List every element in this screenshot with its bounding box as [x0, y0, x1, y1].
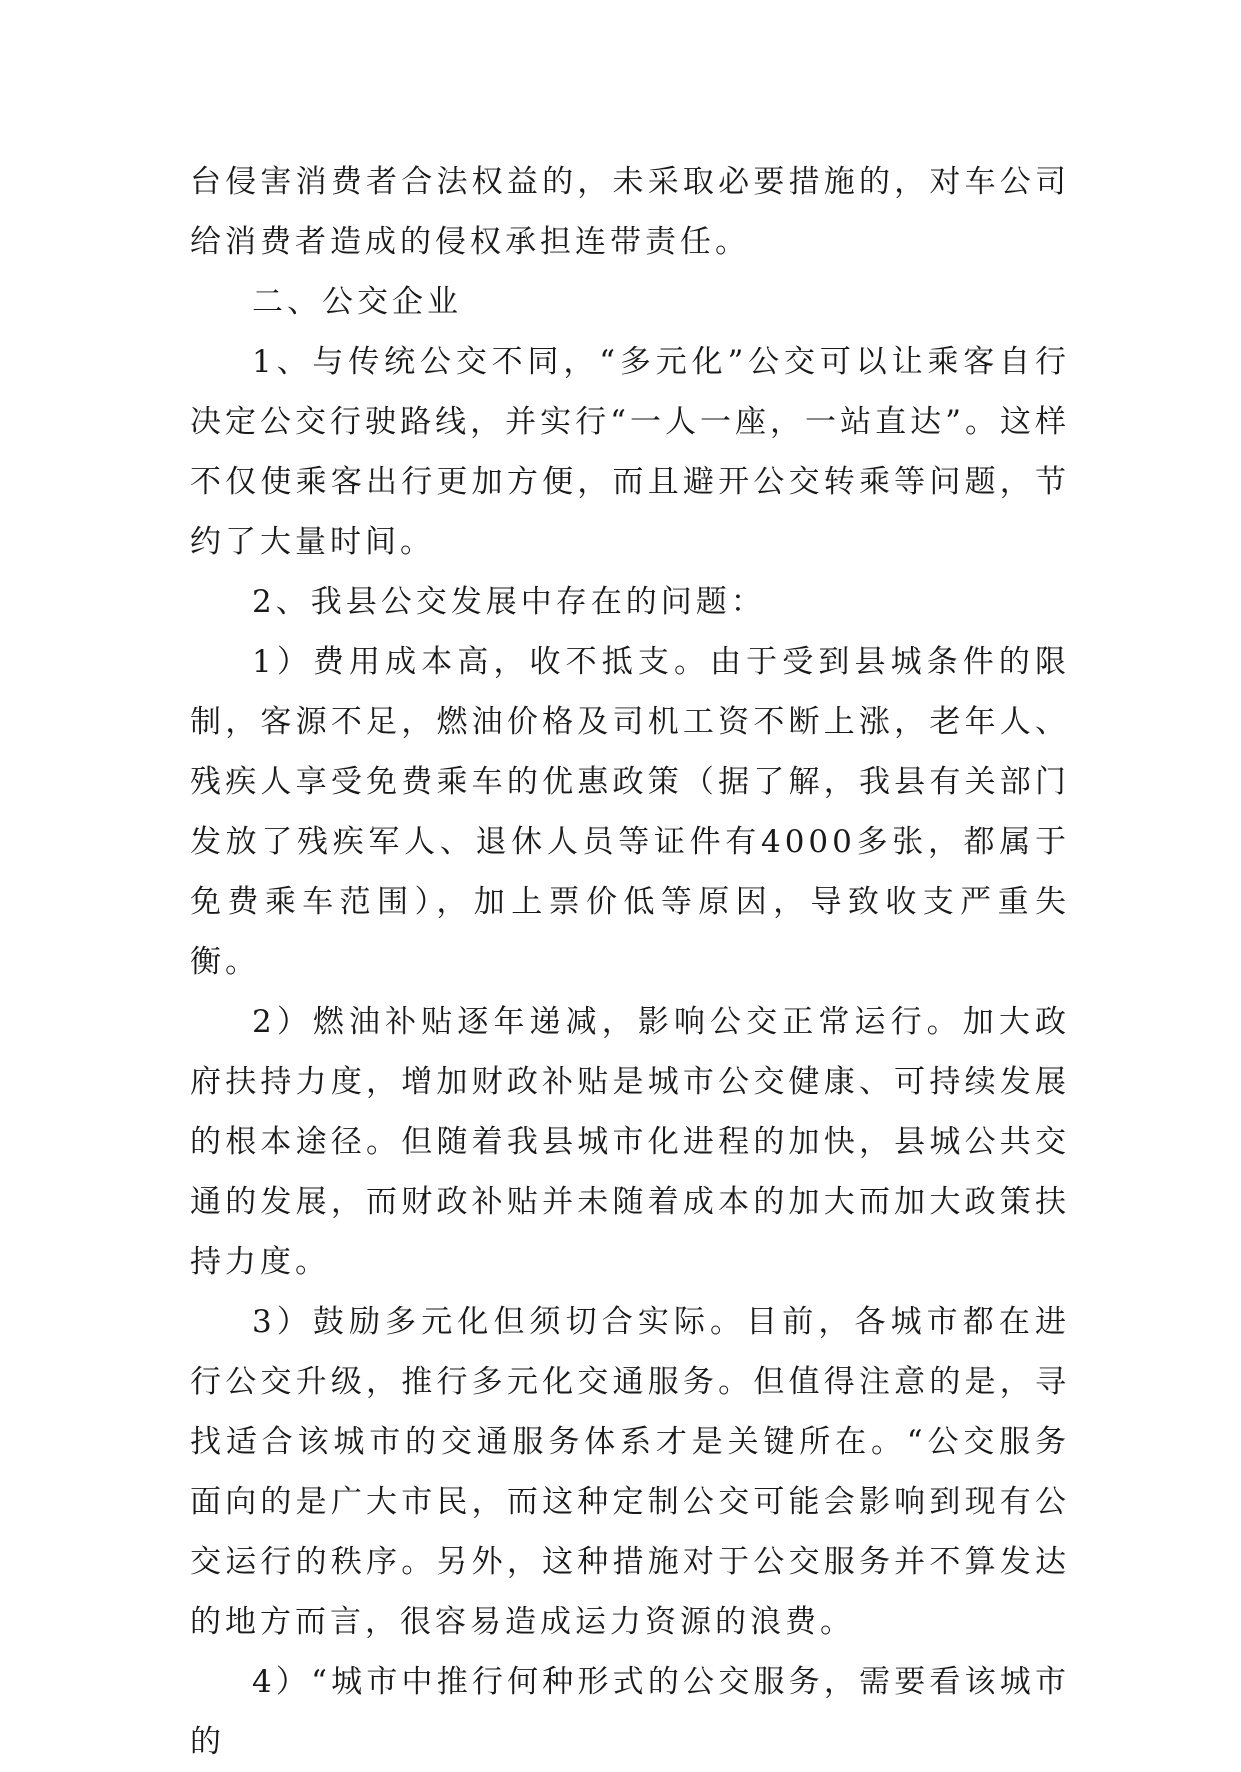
- paragraph-problem-fuel-subsidy: 2）燃油补贴逐年递减，影响公交正常运行。加大政府扶持力度，增加财政补贴是城市公交健康、可持续发展的根本途径。但随着我县城市化进程的加快，县城公共交通的发展，而财政补贴并未随着成本的加大而加大政策扶持力度。: [190, 1004, 1070, 1280]
- paragraph-problem-diversification: 3）鼓励多元化但须切合实际。目前，各城市都在进行公交升级，推行多元化交通服务。但值得注意的是，寻找适合该城市的交通服务体系才是关键所在。“公交服务面向的是广大市民，而这种定制公交可能会影响到现有公交运行的秩序。另外，这种措施对于公交服务并不算发达的地方而言，很容易造成运力资源的浪费。: [190, 1304, 1070, 1640]
- paragraph-consumer-rights: 台侵害消费者合法权益的，未采取必要措施的，对车公司给消费者造成的侵权承担连带责任。: [190, 164, 1070, 260]
- paragraph-problems-intro: 2、我县公交发展中存在的问题：: [252, 584, 766, 620]
- paragraph-problem-high-cost: 1）费用成本高，收不抵支。由于受到县城条件的限制，客源不足，燃油价格及司机工资不断上涨，老年人、残疾人享受免费乘车的优惠政策（据了解，我县有关部门发放了残疾军人、退休人员等证件有4000多张，都属于免费乘车范围），加上票价低等原因，导致收支严重失衡。: [190, 644, 1070, 980]
- paragraph-problem-service-form: 4）“城市中推行何种形式的公交服务，需要看该城市的: [190, 1664, 1070, 1760]
- document-body: [190, 152, 1070, 1772]
- paragraph-diversified-transit: 1、与传统公交不同，“多元化”公交可以让乘客自行决定公交行驶路线，并实行“一人一座，一站直达”。这样不仅使乘客出行更加方便，而且避开公交转乘等问题，节约了大量时间。: [190, 344, 1070, 560]
- section-heading-public-transit-enterprise: 二、公交企业: [252, 284, 462, 320]
